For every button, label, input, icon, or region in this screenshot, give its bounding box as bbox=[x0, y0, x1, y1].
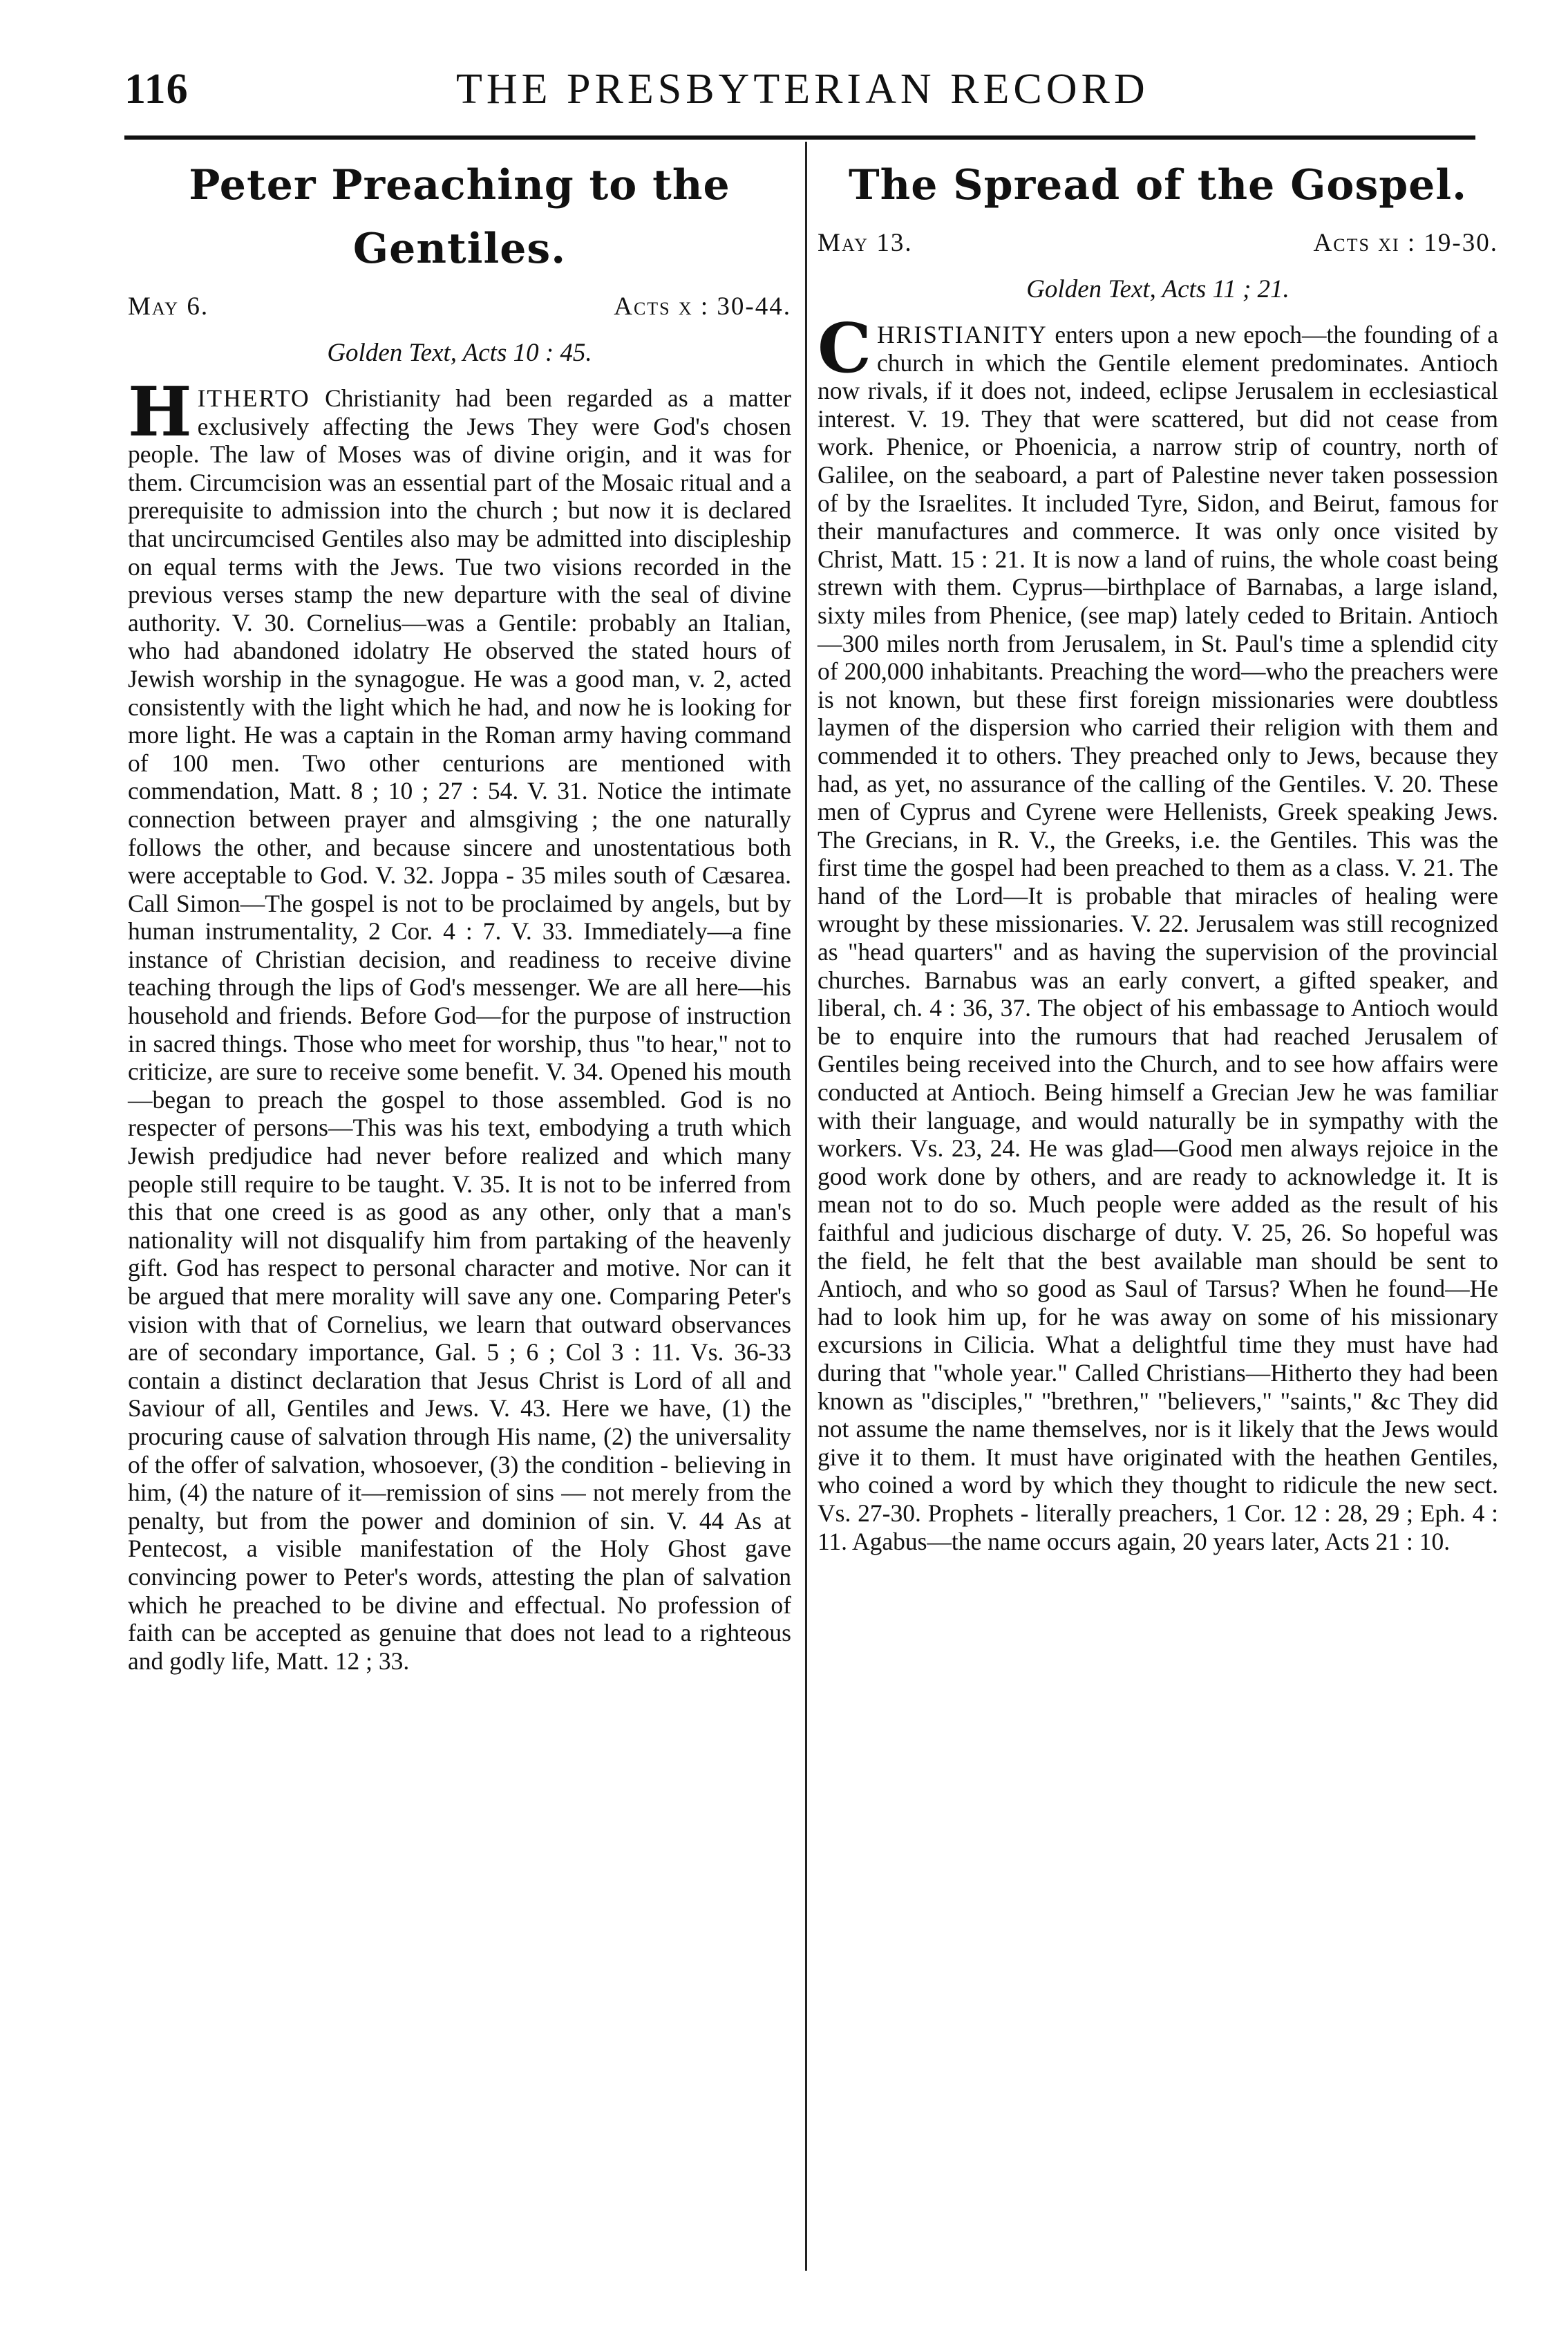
scripture-reference: Acts x : 30-44. bbox=[614, 292, 791, 321]
lesson-text: enters upon a new epoch—the founding of a church in which the Gentile element predominates. Antioch now rivals, if it does not, indeed, eclipse Jerusalem in ecclesiastical interest. V. 19. They that were scattered, but did not cease from work. Phenice, or Phoenicia, a narrow strip of country, north of Galilee, on the seaboard, a part of Palestine never taken possession of by the Israelites. It included Tyre, Sidon, and Beirut, famous for their manufactures and commerce. It was only once visited by Christ, Matt. 15 : 21. It is now a land of ruins, the whole coast being strewn with them. Cyprus—birthplace of Barnabas, a large island, sixty miles from Phenice, (see map) lately ceded to Britain. Antioch—300 miles north from Jerusalem, in St. Paul's time a splendid city of 200,000 inhabitants. Preaching the word—who the preachers were is not known, but these first foreign missionaries were doubtless laymen of the dispersion who carried their religion with them and commended it to others. They preached only to Jews, because they had, as yet, no assurance of the calling of the Gentiles. V. 20. These men of Cyprus and Cyrene were Hellenists, Greek speaking Jews. The Grecians, in R. V., the Greeks, i.e. the Gentiles. This was the first time the gospel had been preached to them as a class. V. 21. The hand of the Lord—It is probable that miracles of healing were wrought by these missionaries. V. 22. Jerusalem was still recognized as "head quarters" and as having the supervision of the provincial churches. Barnabus was an early convert, a gifted speaker, and liberal, ch. 4 : 36, 37. The object of his embassage to Antioch would be to enquire into the rumours that had reached Jerusalem of Gentiles being received into the Church, and to see how affairs were conducted at Antioch. Being himself a Grecian Jew he was familiar with their language, and would naturally be in sympathy with the workers. Vs. 23, 24. He was glad—Good men always rejoice in the good work done by others, and are ready to acknowledge it. It is mean not to do so. Much people were added as the result of his faithful and judicious discharge of duty. V. 25, 26. So hopeful was the field, he felt that the best available man should be sent to Antioch, and who so good as Saul of Tarsus? When he found—He had to look him up, for he was away on some of his missionary excursions in Cilicia. What a delightful time they must have had during that "whole year." Called Christians—Hitherto they had been known as "disciples," "brethren," "believers," "saints," &c They did not assume the name themselves, nor is it likely that the Jews would give it to them. It must have originated with the heathen Gentiles, who coined a word by which they thought to ridicule the new sect. Vs. 27-30. Prophets - literally preachers, 1 Cor. 12 : 28, 29 ; Eph. 4 : 11. Agabus—the name occurs again, 20 years later, Acts 21 : 10. bbox=[818, 321, 1498, 1555]
lesson-title: The Spread of the Gospel. bbox=[848, 161, 1468, 209]
lesson-meta bbox=[818, 225, 1498, 267]
lead-word: HRISTIANITY bbox=[877, 321, 1048, 348]
journal-title: THE PRESBYTERIAN RECORD bbox=[456, 66, 1149, 113]
lesson-date: May 13. bbox=[818, 229, 913, 257]
column-divider bbox=[805, 142, 807, 2271]
drop-cap: C bbox=[818, 309, 871, 388]
lesson-date: May 6. bbox=[128, 292, 209, 321]
lead-word: ITHERTO bbox=[197, 384, 310, 412]
lesson-body bbox=[818, 309, 1498, 1555]
lesson-text: Christianity had been regarded as a matter exclusively affecting the Jews They were God's chosen people. The law of Moses was of divine origin, and it was for them. Circumcision was an essential part of the Mosaic ritual and a prerequisite to admission into the church ; but now it is declared that uncircumcised Gentiles also may be admitted into discipleship on equal terms with the Jews. Tue two visions recorded in the previous verses stamp the new departure with the seal of divine authority. V. 30. Cornelius—was a Gentile: probably an Italian, who had abandoned idolatry He observed the stated hours of Jewish worship in the synagogue. He was a good man, v. 2, acted consistently with the light which he had, and now he is looking for more light. He was a captain in the Roman army having command of 100 men. Two other centurions are mentioned with commendation, Matt. 8 ; 10 ; 27 : 54. V. 31. Notice the intimate connection between prayer and almsgiving ; the one naturally follows the other, and because sincere and unostentatious both were acceptable to God. V. 32. Joppa - 35 miles south of Cæsarea. Call Simon—The gospel is not to be proclaimed by angels, but by human instrumentality, 2 Cor. 4 : 7. V. 33. Immediately—a fine instance of Christian decision, and readiness to receive divine teaching through the lips of God's messenger. We are all here—his household and friends. Before God—for the purpose of instruction in sacred things. Those who meet for worship, thus "to hear," not to criticize, are sure to receive some benefit. V. 34. Opened his mouth—began to preach the gospel to those assembled. God is no respecter of persons—This was his text, embodying a truth which Jewish predjudice had never before realized and which many people still require to be taught. V. 35. It is not to be inferred from this that one creed is as good as any other, only that a man's nationality will not disqualify him from partaking of the heavenly gift. God has respect to personal character and motive. Nor can it be argued that mere morality will save any one. Comparing Peter's vision with that of Cornelius, we learn that outward observances are of secondary importance, Gal. 5 ; 6 ; Col 3 : 11. Vs. 36-33 contain a distinct declaration that Jesus Christ is Lord of all and Saviour of all, Gentiles and Jews. V. 43. Here we have, (1) the procuring cause of salvation through His name, (2) the universality of the offer of salvation, whosoever, (3) the condition - believing in him, (4) the nature of it—remission of sins — not merely from the penalty, but from the power and dominion of sin. V. 44 As at Pentecost, a visible manifestation of the Holy Ghost gave convincing power to Peter's words, attesting the plan of salvation which he preached to be divine and effectual. No profession of faith can be accepted as genuine that does not lead to a righteous and godly life, Matt. 12 ; 33. bbox=[128, 384, 791, 1675]
running-head bbox=[124, 57, 1437, 133]
drop-cap: H bbox=[128, 373, 192, 452]
lesson-title: Peter Preaching to the Gentiles. bbox=[189, 161, 730, 273]
lesson-body bbox=[128, 373, 791, 1675]
page-number: 116 bbox=[124, 66, 189, 113]
lesson-column-left bbox=[128, 148, 791, 1675]
golden-text: Golden Text, Acts 11 ; 21. bbox=[1026, 275, 1290, 303]
scripture-reference: Acts xi : 19-30. bbox=[1313, 229, 1498, 257]
golden-text: Golden Text, Acts 10 : 45. bbox=[327, 339, 592, 367]
lesson-meta bbox=[128, 289, 791, 330]
lesson-column-right bbox=[818, 148, 1498, 1555]
header-rule bbox=[124, 135, 1475, 140]
